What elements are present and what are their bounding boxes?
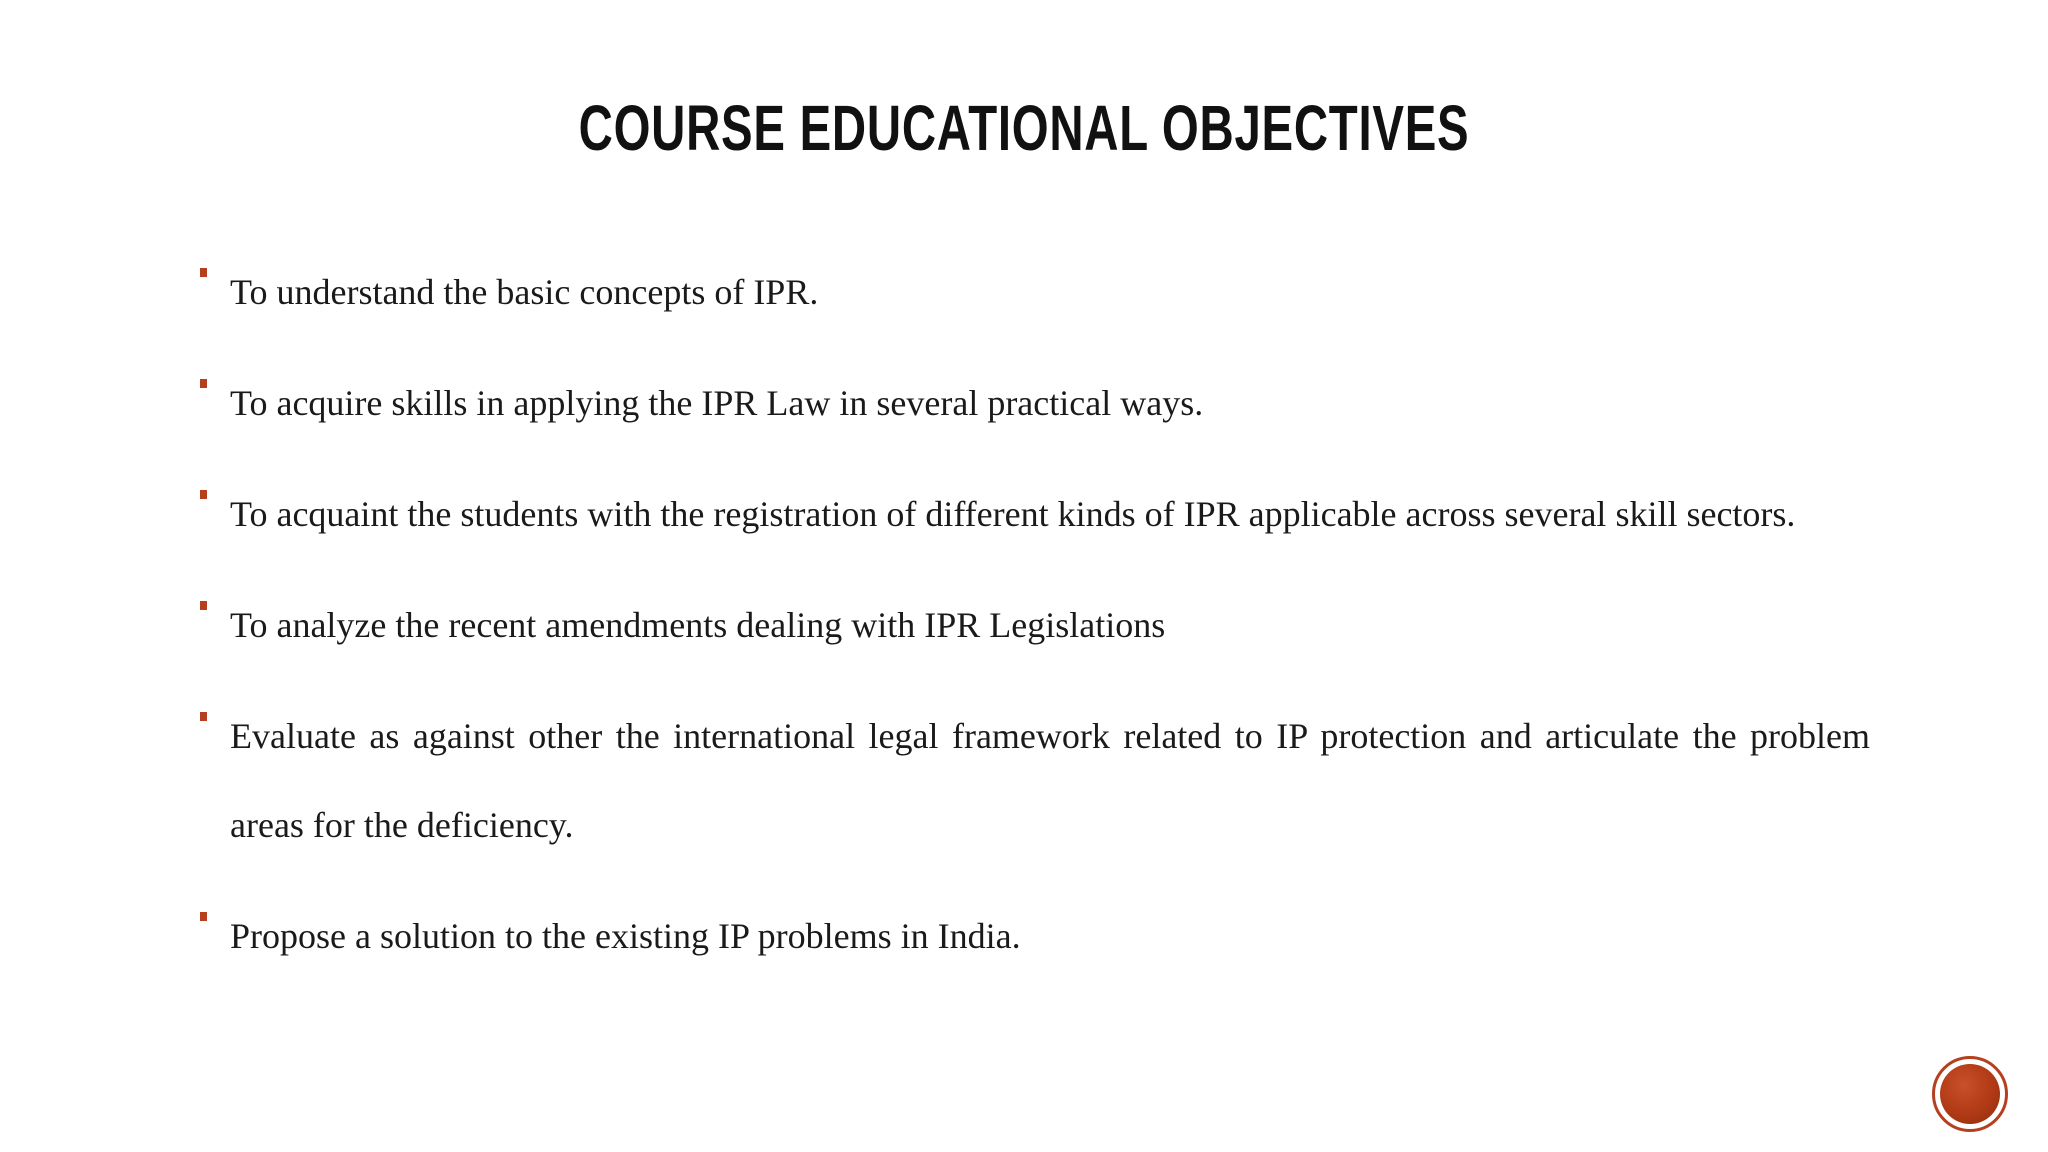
bullet-text: To acquaint the students with the registration of different kinds of IPR applicable across several skill sectors. [230, 494, 1796, 534]
list-item [200, 692, 1870, 870]
bullet-text: Evaluate as against other the international legal framework related to IP protection and articulate the problem areas for the deficiency. [230, 716, 1870, 845]
list-item [200, 248, 1870, 337]
bullet-text: To acquire skills in applying the IPR Law in several practical ways. [230, 383, 1204, 423]
list-item [200, 892, 1870, 981]
square-bullet-icon [200, 912, 207, 921]
list-item [200, 470, 1870, 559]
slide-title: COURSE EDUCATIONAL OBJECTIVES [578, 92, 1470, 164]
circle-logo-fill [1940, 1064, 2000, 1124]
square-bullet-icon [200, 601, 207, 610]
square-bullet-icon [200, 268, 207, 277]
square-bullet-icon [200, 379, 207, 388]
circle-logo-icon [1932, 1056, 2008, 1132]
objectives-list [200, 248, 1870, 1003]
square-bullet-icon [200, 490, 207, 499]
square-bullet-icon [200, 712, 207, 721]
bullet-text: To understand the basic concepts of IPR. [230, 272, 819, 312]
bullet-text: Propose a solution to the existing IP problems in India. [230, 916, 1021, 956]
list-item [200, 581, 1870, 670]
bullet-text: To analyze the recent amendments dealing with IPR Legislations [230, 605, 1166, 645]
list-item [200, 359, 1870, 448]
